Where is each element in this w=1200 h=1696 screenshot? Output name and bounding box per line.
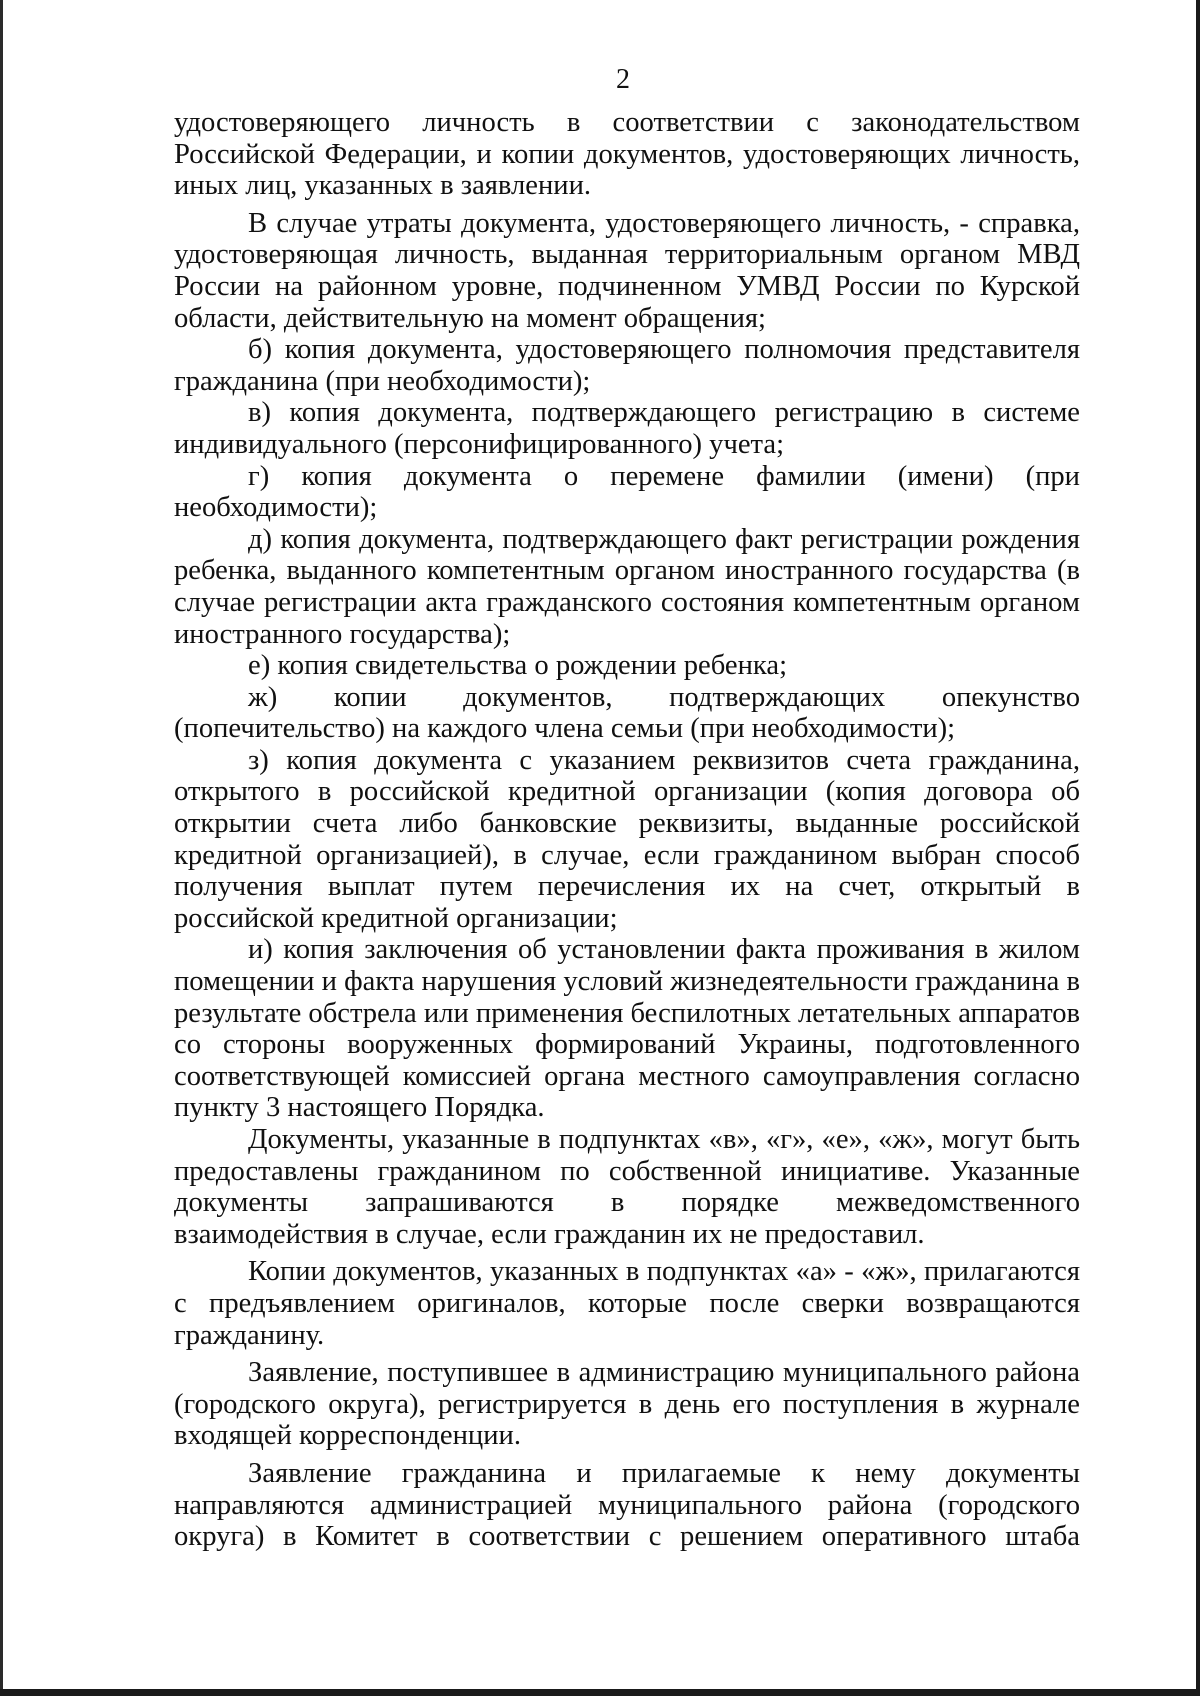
paragraph-item-b: б) копия документа, удостоверяющего полномочия представителя гражданина (при необходимости); (174, 334, 1080, 397)
paragraph-application-forwarding: Заявление гражданина и прилагаемые к нему документы направляются администрацией муниципального района (городского округа) в Комитет в соответствии с решением оперативного штаба (174, 1457, 1080, 1553)
paragraph-item-d: д) копия документа, подтверждающего факт регистрации рождения ребенка, выданного компетентным органом иностранного государства (в случае регистрации акта гражданского состояния компетентным органом иностранного государства); (174, 523, 1080, 650)
paragraph-item-e: е) копия свидетельства о рождении ребенка; (248, 650, 788, 682)
paragraph-copies-with-originals: Копии документов, указанных в подпунктах «а» - «ж», прилагаются с предъявлением оригиналов, которые после сверки возвращаются гражданину. (174, 1256, 1080, 1351)
paragraph-item-v: в) копия документа, подтверждающего регистрацию в системе индивидуального (персонифицированного) учета; (174, 397, 1080, 460)
paragraph-identity-continuation: удостоверяющего личность в соответствии с законодательством Российской Федерации, и копии документов, удостоверяющих личность, иных лиц, указанных в заявлении. (174, 107, 1080, 202)
paragraph-item-zh: ж) копии документов, подтверждающих опекунство (попечительство) на каждого члена семьи (при необходимости); (174, 681, 1080, 745)
paragraph-identity-loss: В случае утраты документа, удостоверяющего личность, - справка, удостоверяющая личность, выданная территориальным органом МВД России на районном уровне, подчиненном УМВД России по Курской области, действительную на момент обращения; (174, 207, 1080, 334)
scan-edge-right (1196, 0, 1200, 1696)
paragraph-item-z: з) копия документа с указанием реквизитов счета гражданина, открытого в российской кредитной организации (копия договора об открытии счета либо банковские реквизиты, выданные российской кредитной организацией), в случае, если гражданином выбран способ получения выплат путем перечисления их на счет, открытый в российской кредитной организации; (174, 744, 1080, 934)
paragraph-optional-documents: Документы, указанные в подпунктах «в», «г», «е», «ж», могут быть предоставлены гражданином по собственной инициативе. Указанные документы запрашиваются в порядке межведомственного взаимодействия в случае, если гражданин их не предоставил. (174, 1124, 1080, 1250)
document-body (174, 107, 1080, 1553)
scan-edge-left (0, 0, 3, 1696)
paragraph-application-registration: Заявление, поступившее в администрацию муниципального района (городского округа), регистрируется в день его поступления в журнале входящей корреспонденции. (174, 1357, 1080, 1452)
page-number: 2 (616, 64, 630, 95)
paragraph-item-g: г) копия документа о перемене фамилии (имени) (при необходимости); (174, 460, 1080, 524)
paragraph-item-i: и) копия заключения об установлении факта проживания в жилом помещении и факта нарушения условий жизнедеятельности гражданина в результате обстрела или применения беспилотных летательных аппаратов со стороны вооруженных формирований Украины, подготовленного соответствующей комиссией органа местного самоуправления согласно пункту 3 настоящего Порядка. (174, 934, 1081, 1124)
scan-edge-bottom (0, 1689, 1200, 1696)
